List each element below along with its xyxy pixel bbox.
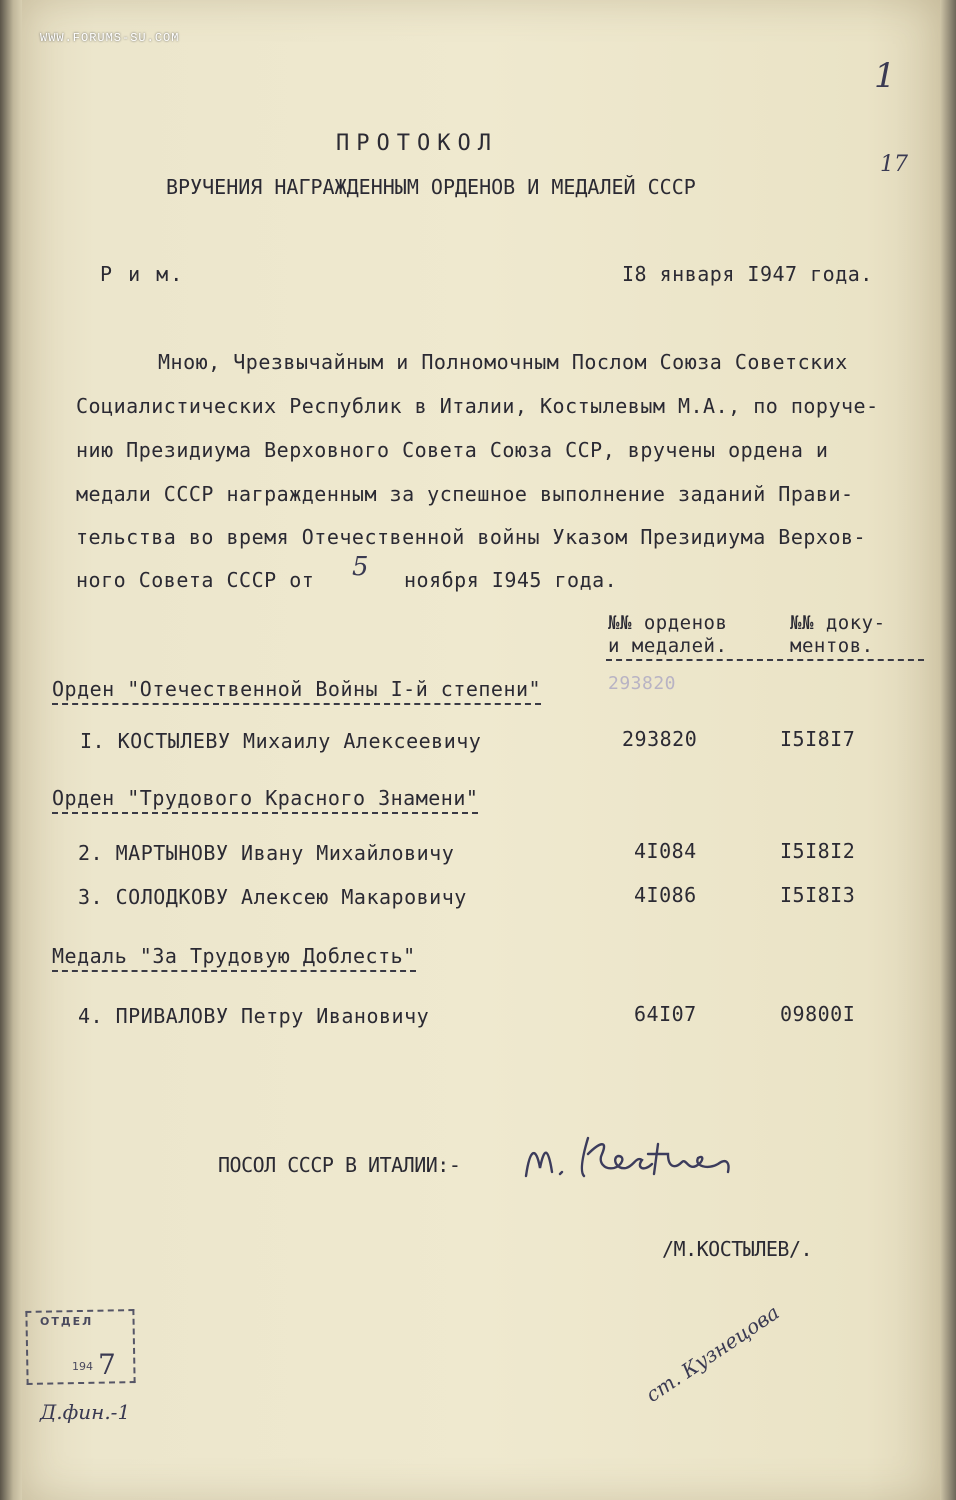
sheet-number-second: 17 — [880, 152, 908, 177]
decree-day-handwritten: 5 — [352, 552, 369, 582]
document-subtitle: ВРУЧЕНИЯ НАГРАЖДЕННЫМ ОРДЕНОВ И МЕДАЛЕЙ СССР — [166, 175, 696, 199]
column-header-docs-1: №№ доку- — [790, 612, 886, 634]
body-line-3: нию Президиума Верховного Совета Союза ССР, вручены ордена и — [76, 438, 829, 462]
award-row-name-2: 2. МАРТЫНОВУ Ивану Михайловичу — [78, 841, 455, 865]
decree-date-tail: ноября I945 года. — [404, 568, 618, 592]
award-row-name-1: I. КОСТЫЛЕВУ Михаилу Алексеевичу — [80, 729, 482, 753]
award-row-doc-4: 09800I — [780, 1002, 856, 1026]
faint-crossed-number: 293820 — [608, 673, 677, 694]
award-row-order-3: 4I086 — [634, 883, 697, 907]
stamp-line-1: ОТДЕЛ — [40, 1315, 94, 1328]
stamp-line-2: 194 — [72, 1360, 93, 1373]
section-heading-1: Орден "Отечественной Войны I-й степени" — [52, 677, 541, 701]
award-row-order-2: 4I084 — [634, 839, 697, 863]
page-left-edge — [0, 0, 22, 1500]
award-row-doc-3: I5I8I3 — [780, 883, 856, 907]
section-heading-2: Орден "Трудового Красного Знамени" — [52, 786, 478, 810]
signature-title: ПОСОЛ СССР В ИТАЛИИ:- — [218, 1153, 461, 1177]
award-row-name-3: 3. СОЛОДКОВУ Алексею Макаровичу — [78, 885, 467, 909]
award-row-doc-2: I5I8I2 — [780, 839, 856, 863]
body-line-6: ного Совета СССР от — [76, 568, 315, 592]
column-header-underline — [606, 659, 924, 661]
column-header-orders-1: №№ орденов — [608, 612, 728, 634]
date-line: I8 января I947 года. — [622, 262, 873, 286]
stamp-number: 7 — [98, 1348, 116, 1381]
page-right-edge — [940, 0, 956, 1500]
section-heading-3: Медаль "За Трудовую Доблесть" — [52, 944, 416, 968]
sheet-number-top: 1 — [874, 56, 896, 96]
site-watermark: WWW.FORUMS-SU.COM — [40, 31, 180, 45]
column-header-docs-2: ментов. — [790, 635, 874, 657]
award-row-order-1: 293820 — [622, 727, 698, 751]
body-line-5: тельства во время Отечественной войны Указом Президиума Верхов- — [76, 525, 867, 549]
document-title: ПРОТОКОЛ — [336, 131, 498, 156]
handwritten-signature — [518, 1118, 758, 1190]
award-row-name-4: 4. ПРИВАЛОВУ Петру Ивановичу — [78, 1004, 430, 1028]
body-line-4: медали СССР награжденным за успешное выполнение заданий Прави- — [76, 482, 854, 506]
place-line: Р и м. — [100, 262, 185, 286]
column-header-orders-2: и медалей. — [608, 635, 728, 657]
award-row-order-4: 64I07 — [634, 1002, 697, 1026]
stamp-handwritten: Д.фин.-1 — [40, 1400, 131, 1424]
body-line-2: Социалистических Республик в Италии, Костылевым М.А., по поруче- — [76, 394, 879, 418]
award-row-doc-1: I5I8I7 — [780, 727, 856, 751]
body-line-1: Мною, Чрезвычайным и Полномочным Послом Союза Советских — [158, 350, 848, 374]
signatory-name: /М.КОСТЫЛЕВ/. — [662, 1237, 813, 1261]
margin-note: ст. Кузнецова — [641, 1300, 784, 1407]
